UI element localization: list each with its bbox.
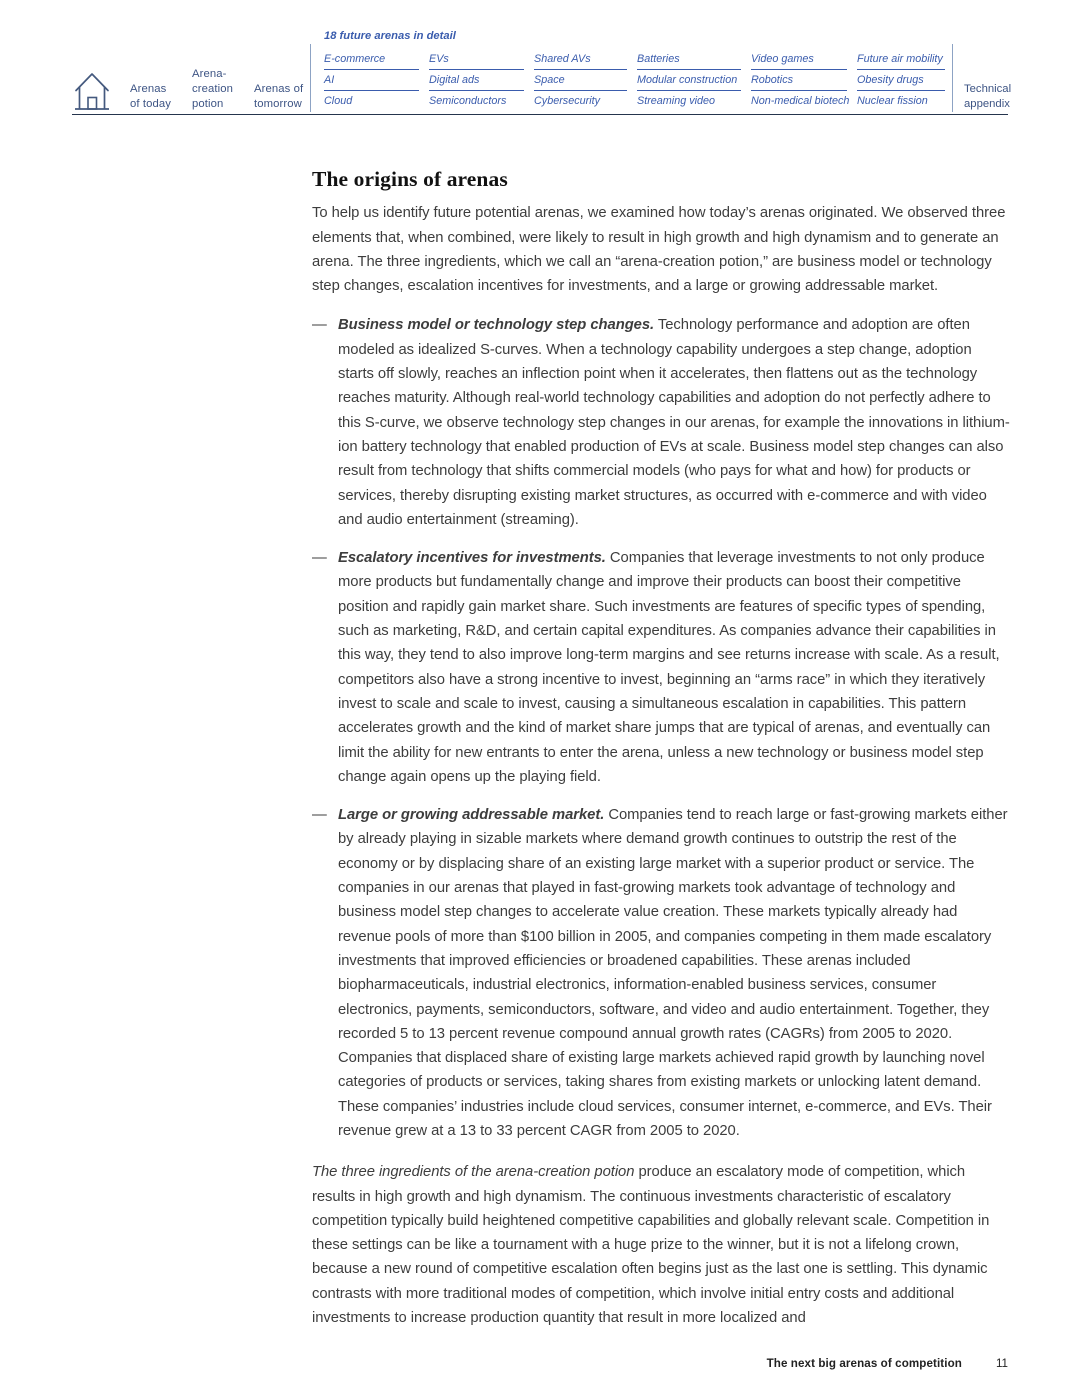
bullet-dash: — [312, 550, 327, 567]
arena-item-non-medical-biotech[interactable]: Non-medical biotech [751, 95, 850, 107]
bullet-text [338, 313, 1010, 532]
bullet-lead: Business model or technology step changes. [338, 317, 655, 334]
arena-item-cybersecurity[interactable]: Cybersecurity [534, 95, 600, 107]
nav-arenas-of-tomorrow[interactable]: Arenas of tomorrow [254, 83, 304, 111]
bullet-body: Technology performance and adoption are often modeled as idealized S-curves. When a technology capability undergoes a step change, adoption starts off slowly, reaches an inflection point when it accelerates, then flattens out as the technology reaches maturity. Although real-world technology capabilities and adoption do not perfectly adhere to this S-curve, we observe technology step changes in our arenas, for example the innovations in lithium-ion battery technology that enabled production of EVs at scale. Business model step changes can also result from technology that shifts commercial models (who pays for what and how) for products or services, thereby disrupting existing market structures, as occurred with e-commerce and with video and audio entertainment (streaming). [338, 317, 1010, 528]
intro-paragraph: To help us identify future potential arenas, we examined how today’s arenas originated. We observed three elements that, when combined, were likely to result in high growth and high dynamism and to generate an arena. The three ingredients, which we call an “arena-creation potion,” are business model or technology step changes, escalation incentives for investments, and a large or growing addressable market. [312, 205, 1006, 295]
bullet-dash: — [312, 317, 327, 334]
arena-item-obesity-drugs[interactable]: Obesity drugs [857, 70, 945, 91]
nav-technical-appendix[interactable]: Technical appendix [964, 83, 1012, 111]
header-rule [72, 114, 1008, 115]
bullet-lead: Large or growing addressable market. [338, 807, 605, 824]
closing-lead: The three ingredients of the arena-creation potion [312, 1164, 635, 1181]
arena-item-modular-construction[interactable]: Modular construction [637, 70, 741, 91]
arena-item-batteries[interactable]: Batteries [637, 49, 741, 70]
bullet-dash: — [312, 807, 327, 824]
arena-item-future-air-mobility[interactable]: Future air mobility [857, 49, 945, 70]
home-button[interactable] [74, 70, 110, 112]
arena-item-semiconductors[interactable]: Semiconductors [429, 95, 507, 107]
arena-item-cloud[interactable]: Cloud [324, 95, 353, 107]
bullet-body: Companies tend to reach large or fast-growing markets either by already playing in sizable markets where demand growth continues to outstrip the rest of the economy or by displacing share of an existing large market with a superior product or service. The companies in our arenas that played in fast-growing markets took advantage of technology and business model step changes to accelerate value creation. These markets typically already had revenue pools of more than $100 billion in 2005, and companies competing in them made escalatory investments that improved efficiencies or broadened capabilities. These arenas included biopharmaceuticals, industrial electronics, information-enabled business services, consumer electronics, payments, semiconductors, software, and video and audio entertainment. Together, they recorded 5 to 13 percent revenue compound annual growth rates (CAGRs) from 2005 to 2020. Companies that displaced share of existing large markets achieved rapid growth by launching novel categories of products or services, taking shares from existing markets or unlocking latent demand. These companies’ industries include cloud services, consumer internet, e-commerce, and EVs. Their revenue grew at a 13 to 33 percent CAGR from 2005 to 2020. [338, 807, 1008, 1139]
footer-page-number: 11 [995, 1357, 1008, 1370]
bullet-escalatory-incentives [312, 546, 1010, 789]
closing-body: produce an escalatory mode of competition, which results in high growth and high dynamism. The continuous investments characteristic of escalatory competition typically build heightened competitive capabilities and globally relevant scale. Competition in these settings can be like a tournament with a huge prize to the winner, but it is not a lifelong crown, because a new round of competitive escalation often begins just as the last one is settling. This dynamic contrasts with more traditional modes of competition, which involve initial entry costs and additional investments to increase production quantity that result in more localized and [312, 1164, 990, 1327]
arena-item-evs[interactable]: EVs [429, 49, 524, 70]
bullet-text [338, 803, 1010, 1143]
page-title: The origins of arenas [312, 167, 508, 191]
bullet-body: Companies that leverage investments to not only produce more products but fundamentally change and improve their products can boost their competitive position and rapidly gain market share. Such investments are features of specific types of spending, such as marketing, R&D, and certain capital expenditures. As companies advance their capabilities in this way, they tend to also improve long-term margins and see returns increase with scale. As a result, competitors also have a strong incentive to invest, beginning an “arms race” in which they iteratively invest to scale and scale to invest, causing a simultaneous escalation in capabilities. This pattern accelerates growth and the kind of market share jumps that are typical of arenas, and eventually can limit the ability for new entrants to enter the arena, unless a new technology or business model step change again opens up the playing field. [338, 550, 1000, 785]
arena-item-ecommerce[interactable]: E-commerce [324, 49, 419, 70]
arena-item-nuclear-fission[interactable]: Nuclear fission [857, 95, 928, 107]
future-arenas-menu [324, 30, 946, 112]
header-divider-left [310, 44, 311, 112]
arena-item-robotics[interactable]: Robotics [751, 70, 847, 91]
footer-report-title: The next big arenas of competition [766, 1357, 962, 1370]
header-divider-right [952, 44, 953, 112]
bullet-step-changes [312, 313, 1010, 532]
arena-item-ai[interactable]: AI [324, 70, 419, 91]
nav-arenas-of-today[interactable]: Arenas of today [130, 83, 171, 111]
page-footer [767, 1357, 1008, 1370]
arena-item-digital-ads[interactable]: Digital ads [429, 70, 524, 91]
arena-item-streaming-video[interactable]: Streaming video [637, 95, 716, 107]
nav-arena-creation-potion[interactable]: Arena-creation potion [192, 68, 233, 111]
future-arenas-grid [324, 49, 946, 112]
bullet-addressable-market [312, 803, 1010, 1143]
future-arenas-title: 18 future arenas in detail [324, 30, 456, 42]
closing-paragraph [312, 1160, 1010, 1330]
arena-item-shared-avs[interactable]: Shared AVs [534, 49, 627, 70]
bullet-lead: Escalatory incentives for investments. [338, 550, 606, 567]
header-nav [72, 28, 1012, 114]
article [312, 167, 1010, 1330]
arena-item-space[interactable]: Space [534, 70, 627, 91]
arena-item-video-games[interactable]: Video games [751, 49, 847, 70]
bullet-text [338, 546, 1010, 789]
